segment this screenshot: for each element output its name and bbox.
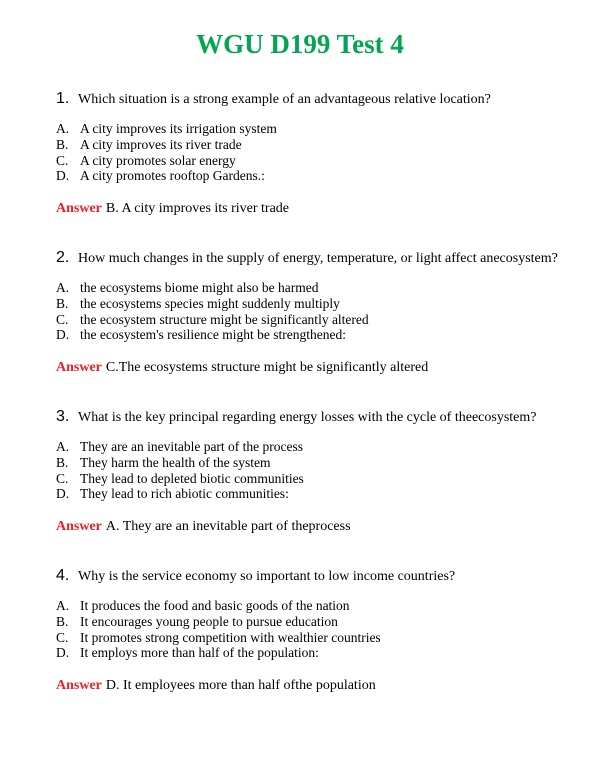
answer-label: Answer — [56, 519, 102, 535]
option-c: C. the ecosystem structure might be significantly altered — [56, 311, 369, 327]
option-a: A. It produces the food and basic goods of the nation — [56, 598, 350, 613]
question-3 — [56, 408, 576, 536]
answer-label: Answer — [56, 678, 102, 694]
option-a: A. They are an inevitable part of the process — [56, 439, 304, 454]
answer-text: D. It employees more than half ofthe population — [105, 678, 376, 694]
page-title: WGU D199 Test 4 — [196, 29, 404, 59]
answer-line — [56, 200, 576, 218]
question-text: 4. Why is the service economy so important to low income countries? — [56, 567, 456, 584]
option-d: D. It employs more than half of the population: — [56, 645, 319, 661]
question-1 — [56, 90, 576, 218]
question-number: 4. — [56, 567, 70, 584]
question-text: 3. What is the key principal regarding energy losses with the cycle of theecosystem? — [56, 408, 537, 425]
answer-line — [56, 677, 576, 695]
question-number: 2. — [56, 249, 70, 266]
option-d: D. They lead to rich abiotic communities: — [56, 486, 289, 502]
option-b: B. It encourages young people to pursue education — [56, 613, 338, 629]
options-list — [56, 439, 576, 502]
option-d: D. the ecosystem's resilience might be strengthened: — [56, 327, 346, 343]
option-b: B. They harm the health of the system — [56, 454, 271, 470]
options-list — [56, 280, 576, 343]
question-2 — [56, 249, 576, 377]
answer-text: C.The ecosystems structure might be significantly altered — [105, 360, 429, 376]
question-4 — [56, 567, 576, 695]
answer-label: Answer — [56, 201, 102, 217]
answer-text: A. They are an inevitable part of theprocess — [105, 519, 351, 535]
option-c: C. It promotes strong competition with wealthier countries — [56, 629, 381, 645]
question-number: 3. — [56, 408, 70, 425]
option-b: B. the ecosystems species might suddenly multiply — [56, 295, 340, 311]
answer-text: B. A city improves its river trade — [105, 201, 290, 217]
answer-line — [56, 518, 576, 536]
answer-label: Answer — [56, 360, 102, 376]
question-number: 1. — [56, 90, 70, 107]
option-c: C. A city promotes solar energy — [56, 152, 236, 168]
options-list — [56, 598, 576, 661]
option-a: A. the ecosystems biome might also be harmed — [56, 280, 319, 295]
question-text: 1. Which situation is a strong example of an advantageous relative location? — [56, 90, 491, 107]
question-text: 2. How much changes in the supply of energy, temperature, or light affect anecosystem? — [56, 249, 558, 266]
option-a: A. A city improves its irrigation system — [56, 121, 277, 136]
option-c: C. They lead to depleted biotic communities — [56, 470, 304, 486]
answer-line — [56, 359, 576, 377]
option-b: B. A city improves its river trade — [56, 136, 242, 152]
option-d: D. A city promotes rooftop Gardens.: — [56, 168, 265, 184]
options-list — [56, 121, 576, 184]
